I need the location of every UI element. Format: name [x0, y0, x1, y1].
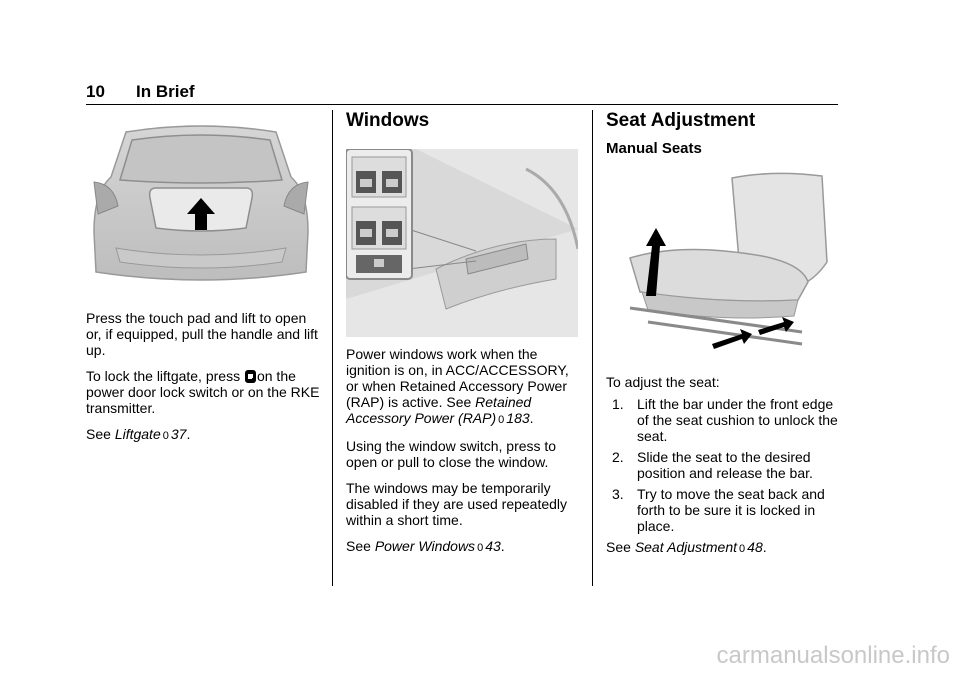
windows-para-3: The windows may be temporarily disabled if they are used repeatedly within a short time. — [346, 480, 568, 528]
seat-adjustment-link[interactable]: Seat Adjustment — [634, 539, 738, 555]
watermark: carmanualsonline.info — [716, 642, 950, 669]
column-divider — [332, 110, 333, 586]
rap-link[interactable]: Retained Accessory Power (RAP) — [346, 394, 532, 426]
manual-seats-subheading: Manual Seats — [606, 140, 702, 157]
lock-key-icon — [244, 369, 257, 384]
power-windows-link[interactable]: Power Windows — [374, 538, 476, 554]
seat-step: 2. Slide the seat to the desired position and release the bar. — [612, 449, 813, 481]
liftgate-para-2-start: To lock the liftgate, press — [86, 368, 241, 384]
seat-see-ref: See Seat Adjustment 0 48. — [606, 539, 767, 555]
page-ref-icon: 0 — [498, 414, 505, 426]
seat-step: 1. Lift the bar under the front edge of the seat cushion to unlock the seat. — [612, 396, 838, 444]
liftgate-see-ref: See Liftgate 0 37. — [86, 426, 191, 442]
seat-intro: To adjust the seat: — [606, 374, 720, 390]
page-number: 10 — [86, 82, 105, 101]
see-prefix: See — [346, 538, 371, 554]
page-ref-icon: 0 — [739, 543, 746, 555]
window-switch-illustration — [346, 149, 578, 337]
windows-para-1-start: Power windows work when the ignition is on, in ACC/ACCESSORY, or when Retained Accessory Power (RAP) is active. See — [346, 346, 569, 410]
liftgate-para-2 — [86, 368, 321, 416]
see-prefix: See — [606, 539, 631, 555]
power-windows-page[interactable]: 43 — [485, 538, 501, 554]
liftgate-link[interactable]: Liftgate — [114, 426, 161, 442]
column-divider — [592, 110, 593, 586]
see-prefix: See — [86, 426, 111, 442]
rap-page[interactable]: 183 — [506, 410, 530, 426]
section-title: In Brief — [136, 82, 195, 101]
liftgate-illustration — [86, 122, 316, 290]
windows-heading: Windows — [346, 110, 430, 131]
windows-para-2: Using the window switch, press to open or pull to close the window. — [346, 438, 557, 470]
liftgate-text — [86, 310, 321, 454]
seat-adjustment-heading: Seat Adjustment — [606, 110, 756, 131]
page-ref-icon: 0 — [162, 430, 169, 442]
seat-text — [606, 374, 838, 567]
windows-para-1: Power windows work when the ignition is on, in ACC/ACCESSORY, or when Retained Accessory Power (RAP) is active. See Retained Accessory Power (RAP) 0 183. — [346, 346, 569, 426]
seat-step: 3. Try to move the seat back and forth to be sure it is locked in place. — [612, 486, 825, 534]
page-ref-icon: 0 — [477, 542, 484, 554]
windows-text — [346, 346, 581, 566]
liftgate-page[interactable]: 37 — [170, 426, 187, 442]
seat-adjustment-page[interactable]: 48 — [747, 539, 763, 555]
windows-see-ref: See Power Windows 0 43. — [346, 538, 505, 554]
page-header — [86, 82, 838, 105]
liftgate-para-2-end: on the power door lock switch or on the RKE transmitter. — [86, 368, 320, 416]
manual-seat-illustration — [622, 172, 830, 354]
liftgate-para-1: Press the touch pad and lift to open or, if equipped, pull the handle and lift up. — [86, 310, 318, 358]
seat-steps — [606, 396, 838, 534]
